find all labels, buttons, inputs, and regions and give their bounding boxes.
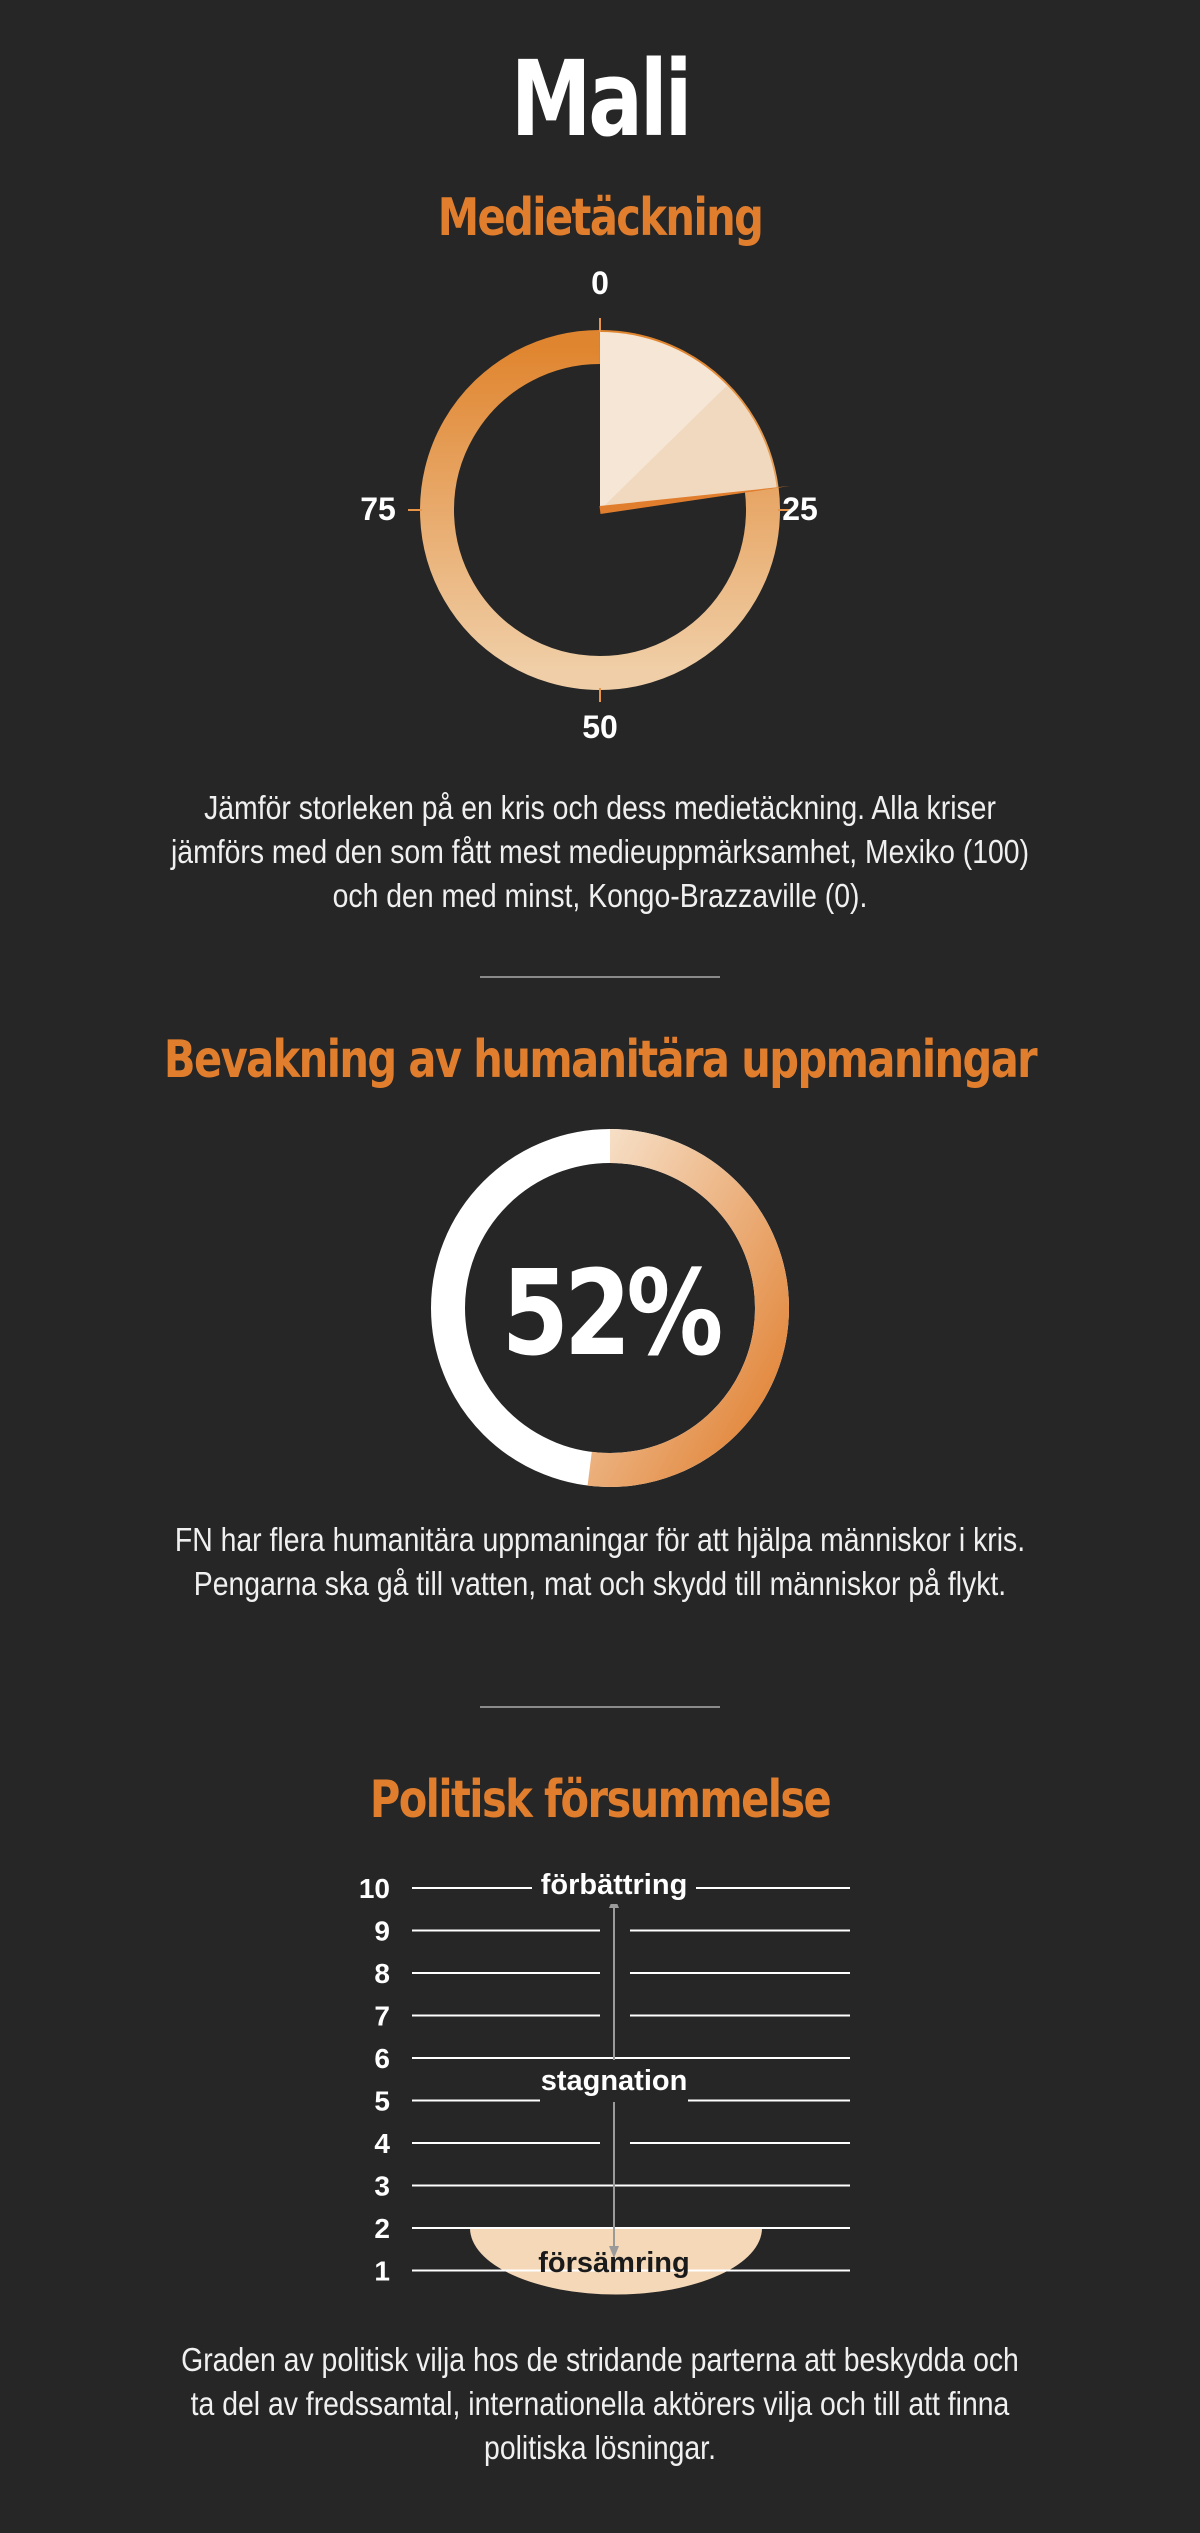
scale-tick-label: 4 [374,2128,390,2159]
gauge-tick-label-75: 75 [360,491,396,527]
appeal-coverage-donut [420,1118,800,1498]
political-neglect-scale [350,1860,870,2300]
media-coverage-title: Medietäckning [437,188,763,248]
scale-tick-label: 7 [374,2000,390,2032]
page-title: Mali [510,38,690,160]
political-neglect-description: Graden av politisk vilja hos de stridande parterna att beskydda och ta del av fredssamtal, internationella aktörers vilja och till att finna politiska lösningar. [181,2341,1019,2466]
political-neglect-title: Politisk försummelse [369,1770,831,1830]
gauge-tick-label-0: 0 [591,270,609,301]
divider [480,976,720,978]
label-stagnation: stagnation [540,2065,688,2097]
scale-tick-label: 6 [374,2043,390,2074]
scale-tick-label: 1 [374,2255,390,2287]
appeal-coverage-description: FN har flera humanitära uppmaningar för att hjälpa människor i kris. Pengarna ska gå till vatten, mat och skydd till människor på flykt. [174,1521,1026,1602]
media-coverage-description: Jämför storleken på en kris och dess medietäckning. Alla kriser jämförs med den som fått mest medieuppmärksamhet, Mexiko (100) och den med minst, Kongo-Brazzaville (0). [170,789,1030,914]
appeal-coverage-title: Bevakning av humanitära uppmaningar [163,1030,1037,1090]
gauge-tick-label-50: 50 [582,709,618,745]
media-coverage-gauge [330,270,870,750]
scale-tick-label: 3 [374,2170,390,2202]
gauge-tick-label-25: 25 [782,491,818,527]
label-improvement: förbättring [540,1869,688,1901]
label-deterioration: försämring [538,2247,690,2279]
scale-tick-label: 5 [374,2085,390,2117]
appeal-percent-label: 52% [501,1245,719,1383]
scale-tick-label: 2 [374,2213,390,2244]
scale-tick-label: 8 [374,1958,390,1989]
divider [480,1706,720,1708]
scale-tick-label: 9 [374,1915,390,1947]
scale-tick-label: 10 [358,1873,390,1904]
